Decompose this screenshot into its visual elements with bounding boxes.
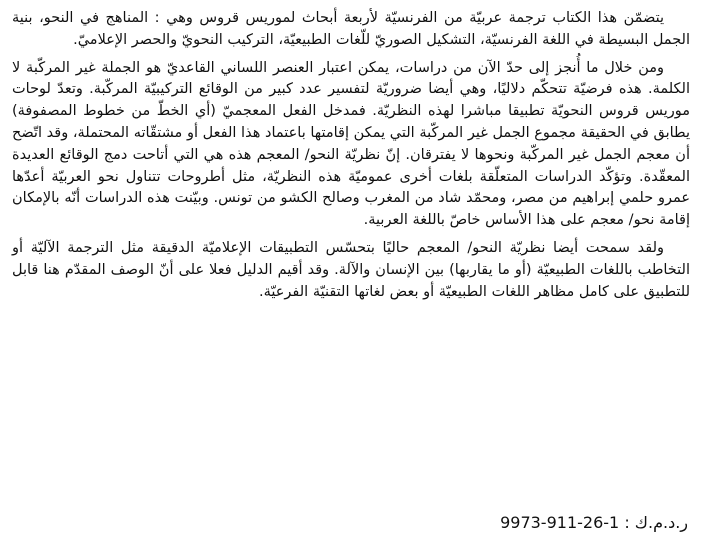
isbn-line: ر.د.م.ك : 1-26-911-9973 (500, 513, 688, 532)
book-description (12, 2, 690, 543)
paragraph-intro: يتضمّن هذا الكتاب ترجمة عربيّة من الفرنسيّة لأربعة أبحاث لموريس قروس وهي : المناهج في النحو، بنية الجمل البسيطة في اللغة الفرنسيّة، التشكيل الصوريّ للّغات الطبيعيّة، التركيب النحويّ والحصر الإعلاميّ. (12, 10, 690, 48)
paragraph-theory: ومن خلال ما أُنجز إلى حدّ الآن من دراسات، يمكن اعتبار العنصر اللساني القاعديّ هو الجملة غير المركّبة لا الكلمة. هذه فرضيّة تتحكّم دلاليًا، وهي أيضا ضروريّة لتفسير عدد كبير من الوقائع التركيبيّة المركّبة. وتعدّ لوحات موريس قروس النحويّة تطبيقا مباشرا لهذه النظريّة. فمدخل الفعل المعجميّ (أي الخطّ من خطوط المصفوفة) يطابق في الحقيقة مجموع الجمل غير المركّبة التي يمكن إقامتها باعتماد هذا الفعل أو مشتقّاته المحتملة، وقد اتّضح أن معجم الجمل غير المركّبة ونحوها لا يفترقان. إنّ نظريّة النحو/ المعجم هذه هي التي أتاحت دمج الوقائع العديدة المعقّدة. وتؤكّد الدراسات المتعلّقة بلغات أخرى عموميّة هذه النظريّة، مثل أطروحات تتناول نحو العربيّة أعدّها عمرو حلمي إبراهيم من مصر، ومحمّد شاد من المغرب وصالح الكشو من تونس. وبيّنت هذه الدراسات أنّه بالإمكان إقامة نحو/ معجم على هذا الأساس خاصّ باللغة العربية. (12, 59, 690, 229)
paragraph-applications: ولقد سمحت أيضا نظريّة النحو/ المعجم حاليًا بتحسّس التطبيقات الإعلاميّة الدقيقة مثل الترجمة الآليّة أو التخاطب باللغات الطبيعيّة (أو ما يقاربها) بين الإنسان والآلة. وقد أقيم الدليل فعلا على أنّ الوصف المقدّم هنا قابل للتطبيق على كامل مظاهر اللغات الطبيعيّة أو بعض لغاتها التقنيّة الفرعيّة. (12, 239, 690, 300)
